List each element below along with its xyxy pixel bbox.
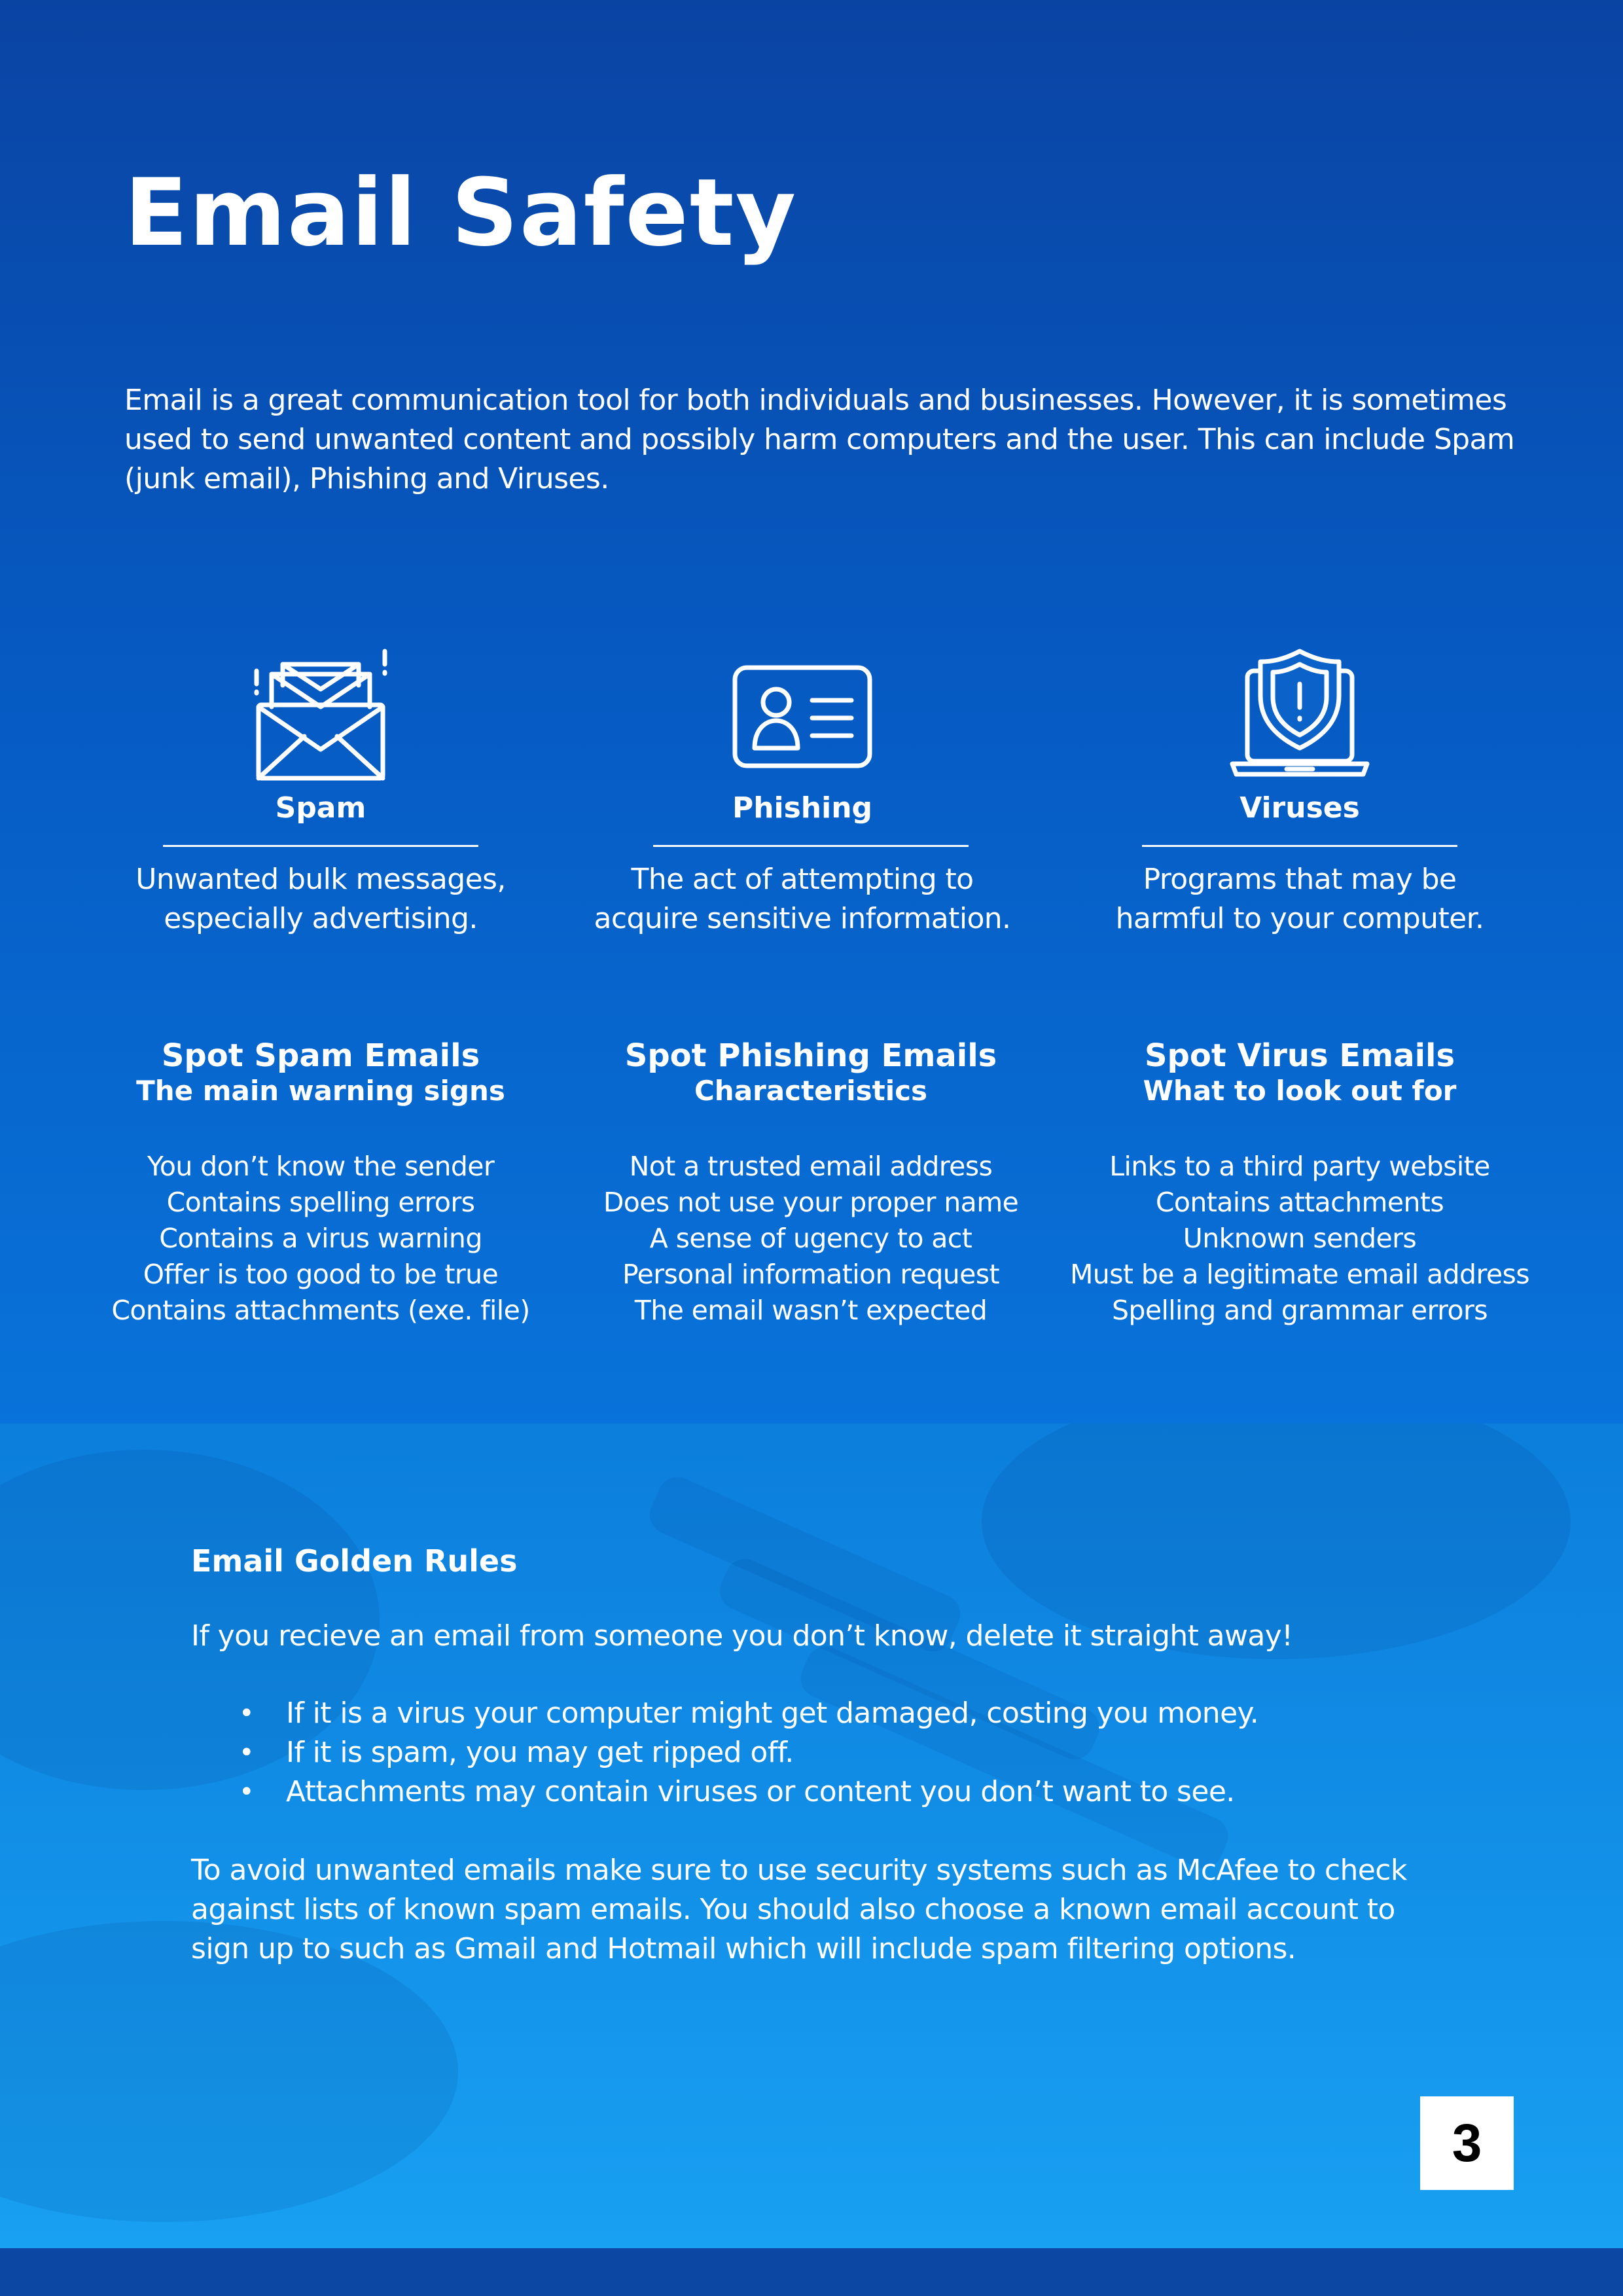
list-item: Personal information request [622, 1259, 1000, 1290]
category-phishing [567, 638, 1038, 939]
category-description [85, 860, 556, 939]
list-item: Spelling and grammar errors [1112, 1295, 1488, 1326]
description-line: Unwanted bulk messages, [135, 863, 506, 896]
intro-line: (junk email), Phishing and Viruses. [124, 462, 609, 495]
spot-subtitle: What to look out for [1143, 1075, 1457, 1107]
bullet-text: If it is a virus your computer might get damaged, costing you money. [286, 1696, 1259, 1730]
shield-laptop-icon [1224, 645, 1375, 782]
intro-line: Email is a great communication tool for both individuals and businesses. However, it is sometimes [124, 384, 1507, 417]
note-line: sign up to such as Gmail and Hotmail which will include spam filtering options. [191, 1932, 1296, 1965]
bullet-item [239, 1694, 1487, 1733]
category-title: Phishing [732, 791, 873, 825]
list-item: The email wasn’t expected [634, 1295, 988, 1326]
note-line: against lists of known spam emails. You should also choose a known email account to [191, 1893, 1395, 1926]
spot-spam-section [72, 1037, 569, 1329]
list-item: A sense of ugency to act [649, 1223, 972, 1254]
list-item: Contains spelling errors [166, 1187, 475, 1218]
list-item: Does not use your proper name [603, 1187, 1019, 1218]
list-item: Contains attachments [1155, 1187, 1444, 1218]
intro-line: used to send unwanted content and possibly harm computers and the user. This can include Spam [124, 423, 1515, 456]
list-item: Contains attachments (exe. file) [111, 1295, 530, 1326]
note-paragraph [191, 1851, 1487, 1969]
list-item: Offer is too good to be true [143, 1259, 499, 1290]
bullet-text: Attachments may contain viruses or content you don’t want to see. [286, 1775, 1235, 1808]
list-item: You don’t know the sender [147, 1151, 495, 1182]
category-description [567, 860, 1038, 939]
category-title: Viruses [1240, 791, 1360, 825]
bullet-text: If it is spam, you may get ripped off. [286, 1736, 794, 1769]
lead-text: If you recieve an email from someone you don’t know, delete it straight away! [191, 1619, 1293, 1653]
envelope-alert-icon [245, 645, 396, 782]
warning-list [1051, 1149, 1548, 1329]
list-item: Unknown senders [1183, 1223, 1417, 1254]
category-title: Spam [275, 791, 366, 825]
page-title: Email Safety [124, 159, 798, 267]
category-description [1064, 860, 1535, 939]
note-line: To avoid unwanted emails make sure to use security systems such as McAfee to check [191, 1854, 1407, 1887]
spot-virus-section [1051, 1037, 1548, 1329]
bullet-item [239, 1772, 1487, 1812]
spot-subtitle: Characteristics [694, 1075, 928, 1107]
spot-subtitle: The main warning signs [136, 1075, 505, 1107]
spot-title: Spot Virus Emails [1144, 1037, 1455, 1074]
divider [1142, 845, 1457, 847]
list-item: Contains a virus warning [159, 1223, 482, 1254]
bullet-marker: • [239, 1738, 254, 1768]
divider [163, 845, 478, 847]
description-line: The act of attempting to [631, 863, 974, 896]
spot-title: Spot Spam Emails [161, 1037, 480, 1074]
warning-list [562, 1149, 1060, 1329]
spot-title: Spot Phishing Emails [624, 1037, 997, 1074]
section-title: Email Golden Rules [191, 1543, 518, 1579]
description-line: acquire sensitive information. [594, 902, 1011, 935]
page-number: 3 [1420, 2096, 1514, 2190]
bullet-item [239, 1733, 1487, 1772]
description-line: Programs that may be [1143, 863, 1457, 896]
bullet-list [191, 1694, 1487, 1812]
intro-paragraph [124, 381, 1531, 499]
list-item: Links to a third party website [1109, 1151, 1490, 1182]
category-viruses [1064, 638, 1535, 939]
description-line: especially advertising. [164, 902, 478, 935]
list-item: Not a trusted email address [629, 1151, 993, 1182]
spot-phishing-section [562, 1037, 1060, 1329]
divider [653, 845, 969, 847]
footer-bar [0, 2248, 1623, 2296]
warning-list [72, 1149, 569, 1329]
description-line: harmful to your computer. [1115, 902, 1484, 935]
bullet-marker: • [239, 1777, 254, 1807]
category-spam [85, 638, 556, 939]
bullet-marker: • [239, 1698, 254, 1729]
list-item: Must be a legitimate email address [1070, 1259, 1529, 1290]
id-card-icon [727, 645, 878, 782]
golden-rules-section [191, 1541, 1487, 1969]
